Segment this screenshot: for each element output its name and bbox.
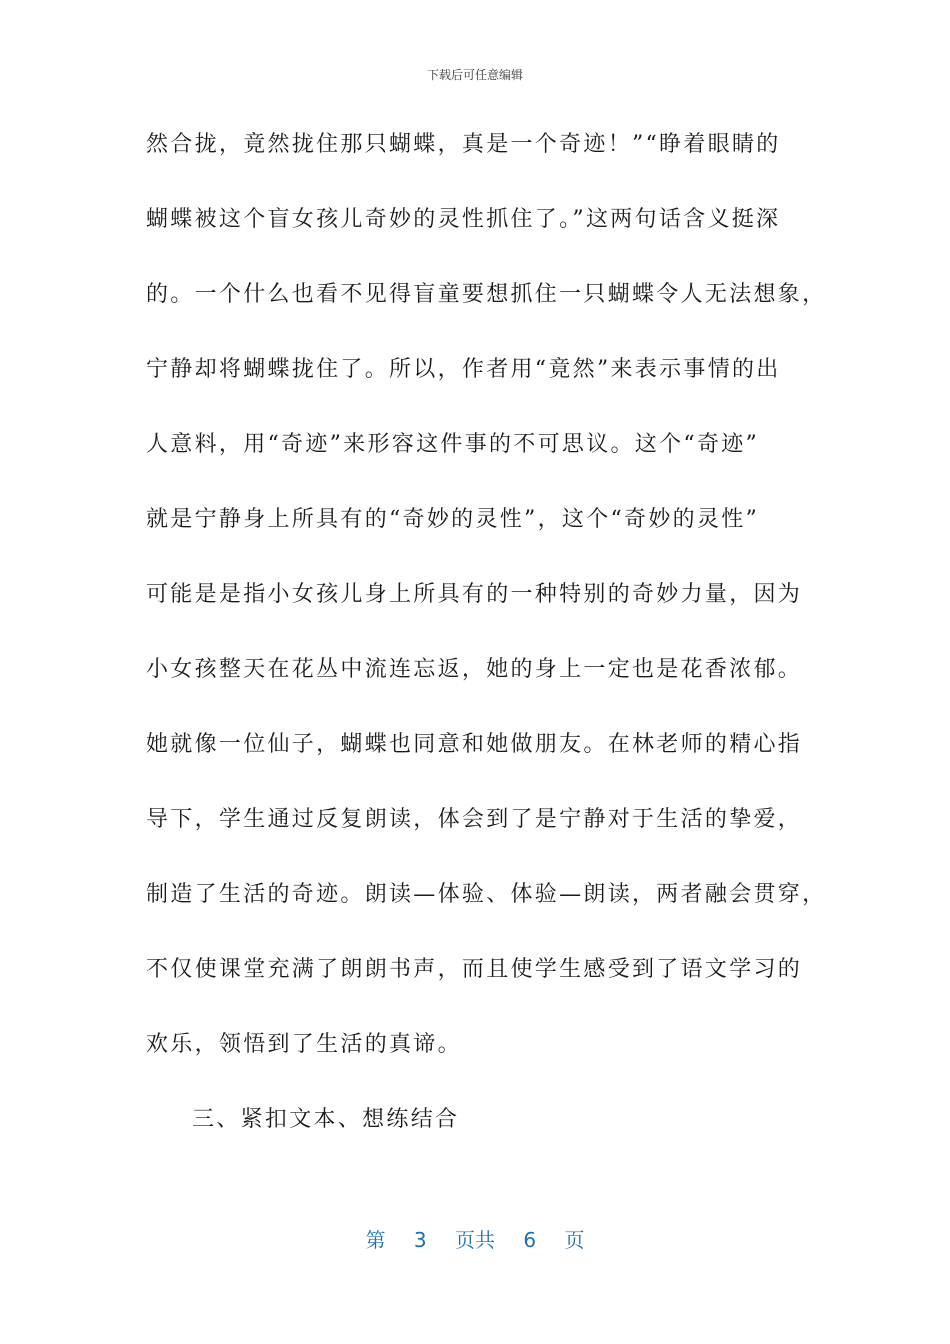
footer-total-pages: 6 xyxy=(523,1228,537,1252)
section-heading: 三、紧扣文本、想练结合 xyxy=(192,1107,460,1132)
footer-prefix: 第 xyxy=(365,1228,386,1252)
paragraph-line-7: 可能是是指小女孩儿身上所具有的一种特别的奇妙力量，因为 xyxy=(146,582,803,607)
paragraph-line-4: 宁静却将蝴蝶拢住了。所以，作者用“竟然”来表示事情的出 xyxy=(146,357,781,382)
paragraph-line-2: 蝴蝶被这个盲女孩儿奇妙的灵性抓住了。”这两句话含义挺深 xyxy=(146,207,781,232)
paragraph-line-6: 就是宁静身上所具有的“奇妙的灵性”，这个“奇妙的灵性” xyxy=(146,507,760,532)
paragraph-line-1: 然合拢，竟然拢住那只蝴蝶，真是一个奇迹！”“睁着眼睛的 xyxy=(146,132,781,157)
paragraph-line-13: 欢乐，领悟到了生活的真谛。 xyxy=(146,1032,462,1057)
paragraph-line-10: 导下，学生通过反复朗读，体会到了是宁静对于生活的挚爱， xyxy=(146,807,803,832)
footer-middle: 页共 xyxy=(455,1228,495,1252)
paragraph-line-8: 小女孩整天在花丛中流连忘返，她的身上一定也是花香浓郁。 xyxy=(146,657,803,682)
paragraph-line-12: 不仅使课堂充满了朗朗书声，而且使学生感受到了语文学习的 xyxy=(146,957,803,982)
paragraph-line-3: 的。一个什么也看不见得盲童要想抓住一只蝴蝶令人无法想象， xyxy=(146,282,827,307)
document-body xyxy=(146,122,827,1172)
paragraph-line-9: 她就像一位仙子，蝴蝶也同意和她做朋友。在林老师的精心指 xyxy=(146,732,803,757)
page-header-note: 下载后可任意编辑 xyxy=(426,68,523,82)
paragraph-line-11: 制造了生活的奇迹。朗读—体验、体验—朗读，两者融会贯穿， xyxy=(146,882,827,907)
footer-current-page: 3 xyxy=(413,1228,427,1252)
page-number-footer xyxy=(0,1224,950,1253)
footer-suffix: 页 xyxy=(564,1228,585,1252)
paragraph-line-5: 人意料，用“奇迹”来形容这件事的不可思议。这个“奇迹” xyxy=(146,432,760,457)
